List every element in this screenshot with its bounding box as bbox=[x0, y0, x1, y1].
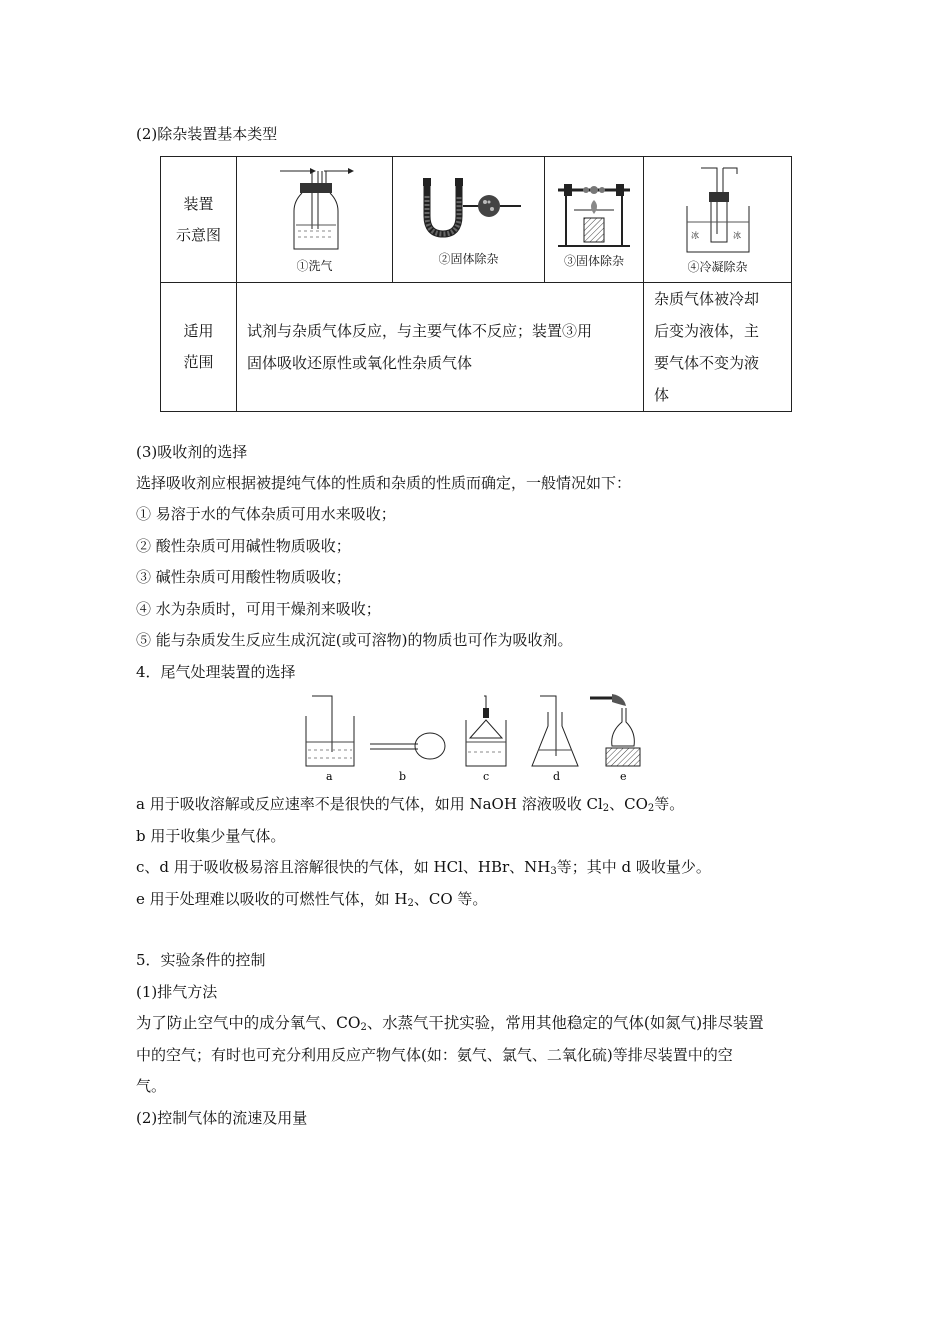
apparatus-e-burner-icon bbox=[590, 694, 640, 766]
caption-solid-removal-2: ②固体除杂 bbox=[438, 252, 499, 266]
caption-solid-removal-3: ③固体除杂 bbox=[563, 254, 624, 268]
apparatus-c-funnel-icon bbox=[466, 696, 506, 766]
apparatus-d-flask-icon bbox=[532, 696, 578, 766]
table-header-scope: 适用 范围 bbox=[161, 283, 237, 412]
u-tube-drying-icon bbox=[409, 172, 529, 248]
caption-gas-washing: ①洗气 bbox=[296, 259, 333, 273]
svg-text:冰: 冰 bbox=[690, 231, 699, 240]
absorbent-intro: 选择吸收剂应根据被提纯气体的性质和杂质的性质而确定，一般情况如下： bbox=[136, 474, 632, 492]
figure-solid-removal-heated bbox=[545, 157, 644, 283]
tail-desc-a: a 用于吸收溶解或反应速率不是很快的气体，如用 NaOH 溶液吸收 $Cl_2$、$CO_2$等。 bbox=[136, 795, 685, 814]
apparatus-b-balloon-icon bbox=[370, 733, 445, 759]
absorbent-item-2: ② 酸性杂质可用碱性物质吸收； bbox=[136, 537, 351, 555]
tail-desc-cd: c、d 用于吸收极易溶且溶解很快的气体，如 HCl、HBr、$NH_3$等；其中 d 吸收量少。 bbox=[136, 858, 711, 877]
absorbent-item-3: ③ 碱性杂质可用酸性物质吸收； bbox=[136, 568, 351, 586]
figure-condensation bbox=[644, 157, 792, 283]
flow-control-title: (2)控制气体的流速及用量 bbox=[136, 1109, 308, 1127]
section-title-absorbent: (3)吸收剂的选择 bbox=[136, 443, 248, 461]
condenser-beaker-icon bbox=[673, 164, 763, 256]
label-c: c bbox=[483, 770, 490, 783]
figure-gas-washing bbox=[237, 157, 393, 283]
table-header-apparatus: 装置 示意图 bbox=[161, 157, 237, 283]
absorbent-item-1: ① 易溶于水的气体杂质可用水来吸收； bbox=[136, 505, 396, 523]
figure-solid-removal-u-tube bbox=[393, 157, 545, 283]
label-d: d bbox=[553, 770, 561, 783]
tail-gas-apparatus-figure bbox=[300, 692, 645, 784]
gas-washing-bottle-icon bbox=[260, 165, 370, 255]
absorbent-item-4: ④ 水为杂质时，可用干燥剂来吸收； bbox=[136, 600, 381, 618]
label-a: a bbox=[326, 770, 333, 783]
tail-desc-b: b 用于收集少量气体。 bbox=[136, 827, 286, 845]
section4-title: 4．尾气处理装置的选择 bbox=[136, 663, 296, 681]
exhaust-method-title: (1)排气方法 bbox=[136, 983, 218, 1001]
scope-text-condensation: 杂质气体被冷却 后变为液体，主 要气体不变为液 体 bbox=[644, 283, 792, 412]
exhaust-text-line3: 气。 bbox=[136, 1077, 167, 1095]
scope-text-1-3: 试剂与杂质气体反应，与主要气体不反应；装置③用 固体吸收还原性或氧化性杂质气体 bbox=[237, 283, 644, 412]
section5-title: 5．实验条件的控制 bbox=[136, 951, 266, 969]
heated-tube-icon bbox=[554, 170, 634, 250]
tail-desc-e: e 用于处理难以吸收的可燃性气体，如 $H_2$、CO 等。 bbox=[136, 890, 488, 909]
exhaust-text-line2: 中的空气；有时也可充分利用反应产物气体(如：氨气、氯气、二氧化硫)等排尽装置中的空 bbox=[136, 1046, 733, 1064]
absorbent-item-5: ⑤ 能与杂质发生反应生成沉淀(或可溶物)的物质也可作为吸收剂。 bbox=[136, 631, 573, 649]
caption-condensation: ④冷凝除杂 bbox=[687, 260, 748, 274]
section-title-purify-types: (2)除杂装置基本类型 bbox=[136, 125, 278, 143]
purify-apparatus-table bbox=[160, 156, 792, 412]
apparatus-a-beaker-icon bbox=[306, 696, 354, 766]
svg-text:冰: 冰 bbox=[732, 231, 741, 240]
label-e: e bbox=[620, 770, 627, 783]
exhaust-text-line1: 为了防止空气中的成分氧气、$CO_2$、水蒸气干扰实验，常用其他稳定的气体(如氮气)排尽装置 bbox=[136, 1014, 764, 1033]
label-b: b bbox=[399, 770, 407, 783]
